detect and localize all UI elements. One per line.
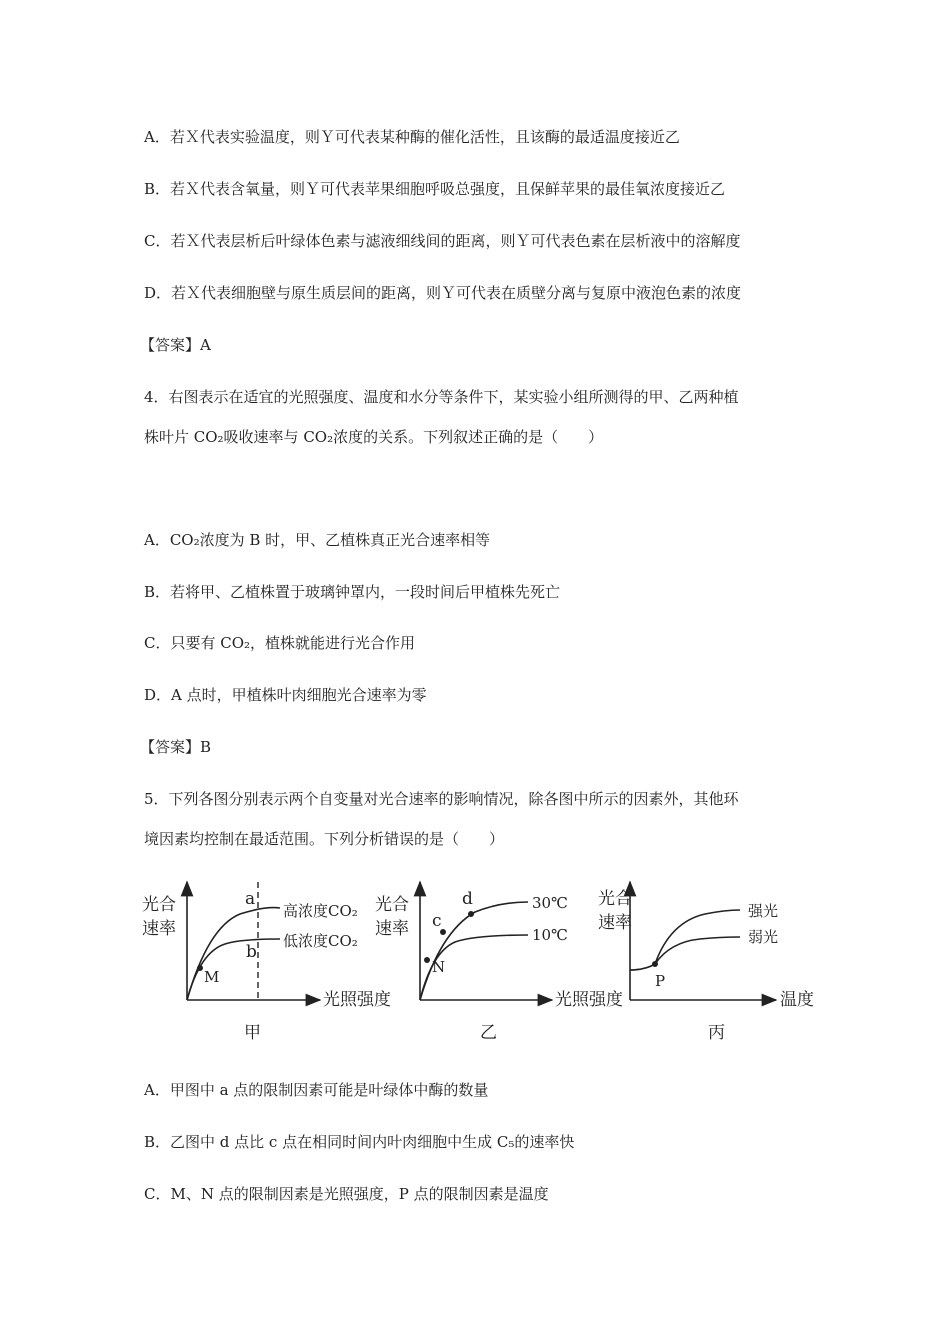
q5-stem-line2: 境因素均控制在最适范围。下列分析错误的是（ ） [144, 830, 505, 848]
q4-option-a: A．CO₂浓度为 B 时，甲、乙植株真正光合速率相等 [144, 531, 491, 549]
yi-label-n: N [432, 958, 446, 976]
jia-caption: 甲 [244, 1023, 261, 1043]
jia-curve-high-label: 高浓度CO₂ [283, 902, 358, 920]
yi-label-c: c [432, 911, 442, 931]
q5-option-b: B．乙图中 d 点比 c 点在相同时间内叶肉细胞中生成 C₅的速率快 [144, 1133, 575, 1151]
jia-curve-low-label: 低浓度CO₂ [283, 932, 358, 950]
q4-option-d: D．A 点时，甲植株叶肉细胞光合速率为零 [144, 686, 427, 704]
graph-bing [598, 882, 814, 1043]
bing-curve-weak-label: 弱光 [748, 928, 779, 946]
jia-xlabel: 光照强度 [323, 990, 391, 1010]
graph-yi [375, 882, 623, 1043]
yi-ylabel1: 光合 [375, 895, 409, 915]
q5-stem-line1: 5．下列各图分别表示两个自变量对光合速率的影响情况，除各图中所示的因素外，其他环 [144, 790, 739, 808]
bing-point-p [652, 961, 658, 967]
q3-option-a: A．若Ｘ代表实验温度，则Ｙ可代表某种酶的催化活性，且该酶的最适温度接近乙 [144, 128, 680, 146]
q3-option-c: C．若Ｘ代表层析后叶绿体色素与滤液细线间的距离，则Ｙ可代表色素在层析液中的溶解度 [144, 232, 741, 250]
jia-label-b: b [246, 942, 257, 962]
bing-ylabel1: 光合 [598, 889, 632, 909]
bing-curve-weak [630, 937, 740, 970]
jia-point-m [197, 965, 203, 971]
q3-option-d: D．若Ｘ代表细胞壁与原生质层间的距离，则Ｙ可代表在质壁分离与复原中液泡色素的浓度 [144, 284, 742, 302]
q5-option-c: C．M、N 点的限制因素是光照强度，P 点的限制因素是温度 [144, 1185, 549, 1203]
q4-stem-line2: 株叶片 CO₂吸收速率与 CO₂浓度的关系。下列叙述正确的是（ ） [144, 428, 604, 446]
q5-figure-svg [140, 872, 830, 1052]
jia-ylabel2: 速率 [142, 919, 176, 939]
jia-label-m: M [204, 968, 220, 986]
bing-curve-strong-label: 强光 [748, 902, 779, 920]
graph-jia [142, 882, 391, 1043]
bing-curve-strong [630, 910, 740, 970]
bing-ylabel2: 速率 [598, 913, 632, 933]
yi-curve-30-label: 30℃ [532, 894, 568, 912]
jia-label-a: a [245, 889, 256, 909]
yi-point-d [468, 911, 474, 917]
jia-ylabel1: 光合 [142, 895, 176, 915]
yi-ylabel2: 速率 [375, 919, 409, 939]
jia-curve-high [187, 908, 280, 1000]
yi-caption: 乙 [480, 1023, 497, 1043]
bing-label-p: P [655, 972, 666, 990]
bing-xlabel: 温度 [780, 990, 814, 1010]
q4-answer: 【答案】B [140, 738, 212, 756]
yi-label-d: d [462, 889, 473, 909]
q3-option-b: B．若Ｘ代表含氧量，则Ｙ可代表苹果细胞呼吸总强度，且保鲜苹果的最佳氧浓度接近乙 [144, 180, 726, 198]
bing-caption: 丙 [708, 1023, 725, 1043]
q5-option-a: A．甲图中 a 点的限制因素可能是叶绿体中酶的数量 [144, 1081, 489, 1099]
q5-figure [140, 872, 830, 1052]
yi-xlabel: 光照强度 [555, 990, 623, 1010]
q3-answer: 【答案】A [140, 336, 211, 354]
yi-curve-10-label: 10℃ [532, 926, 568, 944]
q4-stem-line1: 4．右图表示在适宜的光照强度、温度和水分等条件下，某实验小组所测得的甲、乙两种植 [144, 388, 739, 406]
yi-point-n [424, 957, 430, 963]
q4-option-c: C．只要有 CO₂，植株就能进行光合作用 [144, 634, 416, 652]
q4-option-b: B．若将甲、乙植株置于玻璃钟罩内，一段时间后甲植株先死亡 [144, 583, 561, 601]
